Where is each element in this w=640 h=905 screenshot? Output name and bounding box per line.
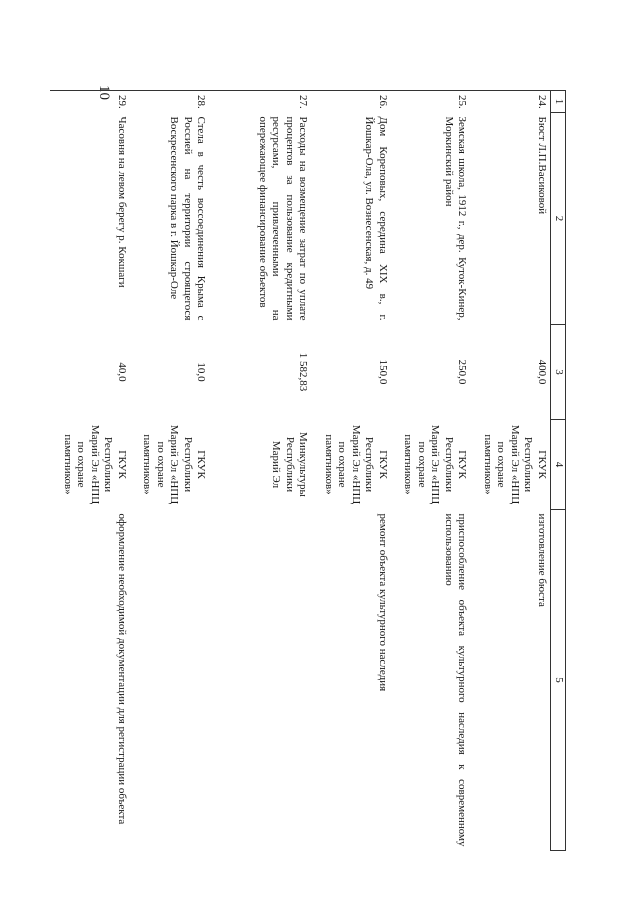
header-col-2: 2 (551, 113, 566, 325)
organization: ГКУК Республики Марий Эл «НПЦ по охране памятников» (62, 424, 128, 505)
header-col-4: 4 (551, 420, 566, 510)
amount: 40,0 (116, 362, 128, 382)
amount: 400,0 (536, 359, 548, 385)
amount: 10,0 (195, 362, 208, 382)
row-number: 26. (312, 91, 392, 113)
rotated-table-container (62, 90, 566, 850)
work-type: оформление необходимой документации для регистрации объекта (116, 513, 128, 825)
header-col-5: 5 (551, 510, 566, 851)
object-name: Часовня на левом берегу р. Кокшаги (116, 116, 128, 288)
organization: ГКУК Республики Марий Эл «НПЦ по охране памятников» (482, 424, 548, 505)
organization: ГКУК Республики Марий Эл «НПЦ по охране памятников» (141, 424, 208, 505)
object-name: Стела в честь воссоединения Крыма с Россией на территории строящегося Воскресенского парка в г. Йошкар-Оле (168, 116, 208, 321)
data-table (51, 90, 567, 851)
amount: 250,0 (456, 359, 469, 385)
object-name: Расходы на возмещение затрат по уплате процентов за пользование кредитными ресурсами, привлеченными на опережающее финансирование объектов (257, 116, 310, 321)
row-number: 24. (471, 91, 551, 113)
organization: ГКУК Республики Марий Эл «НПЦ по охране памятников» (402, 424, 469, 505)
row-number: 28. (130, 91, 210, 113)
work-type: ремонт объекта культурного наследия (377, 513, 389, 692)
table-row (391, 91, 471, 851)
row-number: 29. (51, 91, 131, 113)
object-name: Дом Кореповых, середина XIX в., г. Йошкар-Ола, ул. Вознесенская, д. 49 (363, 116, 389, 321)
row-number: 27. (210, 91, 312, 113)
object-name: Земская школа, 1912 г., дер. Куток-Кинер, Моркинский район (443, 116, 469, 321)
page-number: 10 (96, 85, 112, 100)
table-row (312, 91, 392, 851)
table-row (51, 91, 131, 851)
header-col-3: 3 (551, 325, 566, 420)
work-type (130, 510, 210, 851)
organization: ГКУК Республики Марий Эл «НПЦ по охране памятников» (323, 424, 389, 505)
work-type: приспособление объекта культурного наследия к современному использованию (443, 513, 469, 847)
row-number: 25. (391, 91, 471, 113)
object-name: Бюст Л.П.Васиковой (536, 116, 548, 215)
amount: 150,0 (377, 359, 389, 385)
table-header-row (551, 91, 566, 851)
work-type (210, 510, 312, 851)
header-col-1: 1 (551, 91, 566, 113)
organization: Минкультуры Республики Марий Эл (270, 432, 310, 497)
table-row (210, 91, 312, 851)
work-type: изготовление бюста (536, 513, 548, 607)
table-row (130, 91, 210, 851)
table-row (471, 91, 551, 851)
amount: 1 582,83 (297, 352, 310, 392)
